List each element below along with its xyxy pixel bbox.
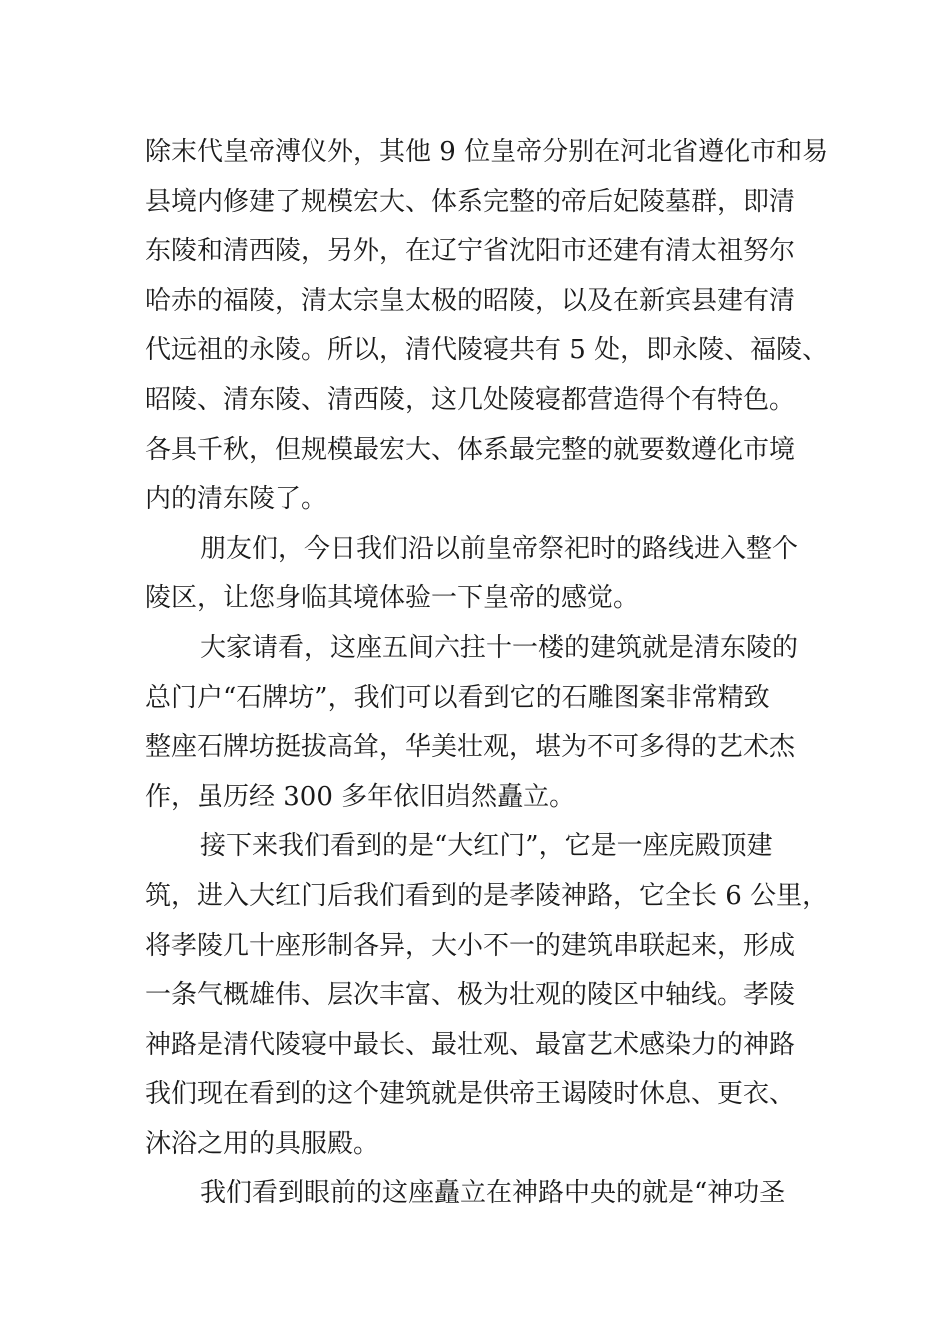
text-line: 大家请看，这座五间六拄十一楼的建筑就是清东陵的	[200, 632, 799, 663]
text-line: 将孝陵几十座形制各异，大小不一的建筑串联起来，形成	[145, 930, 796, 961]
paragraph	[145, 1169, 810, 1219]
text-line: 接下来我们看到的是“大红门”，它是一座庑殿顶建	[200, 831, 773, 862]
text-line: 一条气概雄伟、层次丰富、极为壮观的陵区中轴线。孝陵	[145, 980, 796, 1011]
text-line: 哈赤的福陵，清太宗皇太极的昭陵，以及在新宾县建有清	[145, 285, 796, 316]
text-line: 沐浴之用的具服殿。	[145, 1128, 380, 1159]
text-line: 神路是清代陵寝中最长、最壮观、最富艺术感染力的神路	[145, 1029, 796, 1060]
text-line: 陵区，让您身临其境体验一下皇帝的感觉。	[145, 583, 640, 614]
text-line: 东陵和清西陵，另外，在辽宁省沈阳市还建有清太祖努尔	[145, 236, 796, 267]
text-line: 除末代皇帝溥仪外，其他 9 位皇帝分别在河北省遵化市和易	[145, 137, 829, 167]
paragraph	[145, 128, 829, 525]
text-line: 朋友们，今日我们沿以前皇帝祭祀时的路线进入整个	[200, 533, 799, 564]
text-line: 作，虽历经 300 多年依旧岿然矗立。	[145, 781, 576, 812]
text-line: 我们现在看到的这个建筑就是供帝王谒陵时休息、更衣、	[145, 1079, 796, 1110]
text-line: 内的清东陵了。	[145, 484, 328, 515]
text-line: 县境内修建了规模宏大、体系完整的帝后妃陵墓群，即清	[145, 186, 796, 217]
text-line: 代远祖的永陵。所以，清代陵寝共有 5 处，即永陵、福陵、	[145, 335, 829, 366]
document-body	[145, 128, 829, 1219]
text-line: 我们看到眼前的这座矗立在神路中央的就是“神功圣	[200, 1178, 786, 1209]
text-line: 各具千秋，但规模最宏大、体系最完整的就要数遵化市境	[145, 434, 796, 465]
paragraph	[145, 822, 829, 1169]
paragraph	[145, 624, 810, 822]
text-line: 整座石牌坊挺拔高耸，华美壮观，堪为不可多得的艺术杰	[145, 732, 796, 763]
text-line: 总门户“石牌坊”，我们可以看到它的石雕图案非常精致	[145, 682, 770, 713]
text-line: 昭陵、清东陵、清西陵，这几处陵寝都营造得个有特色。	[145, 384, 796, 415]
text-line: 筑，进入大红门后我们看到的是孝陵神路，它全长 6 公里，	[145, 880, 829, 911]
paragraph	[145, 525, 810, 624]
